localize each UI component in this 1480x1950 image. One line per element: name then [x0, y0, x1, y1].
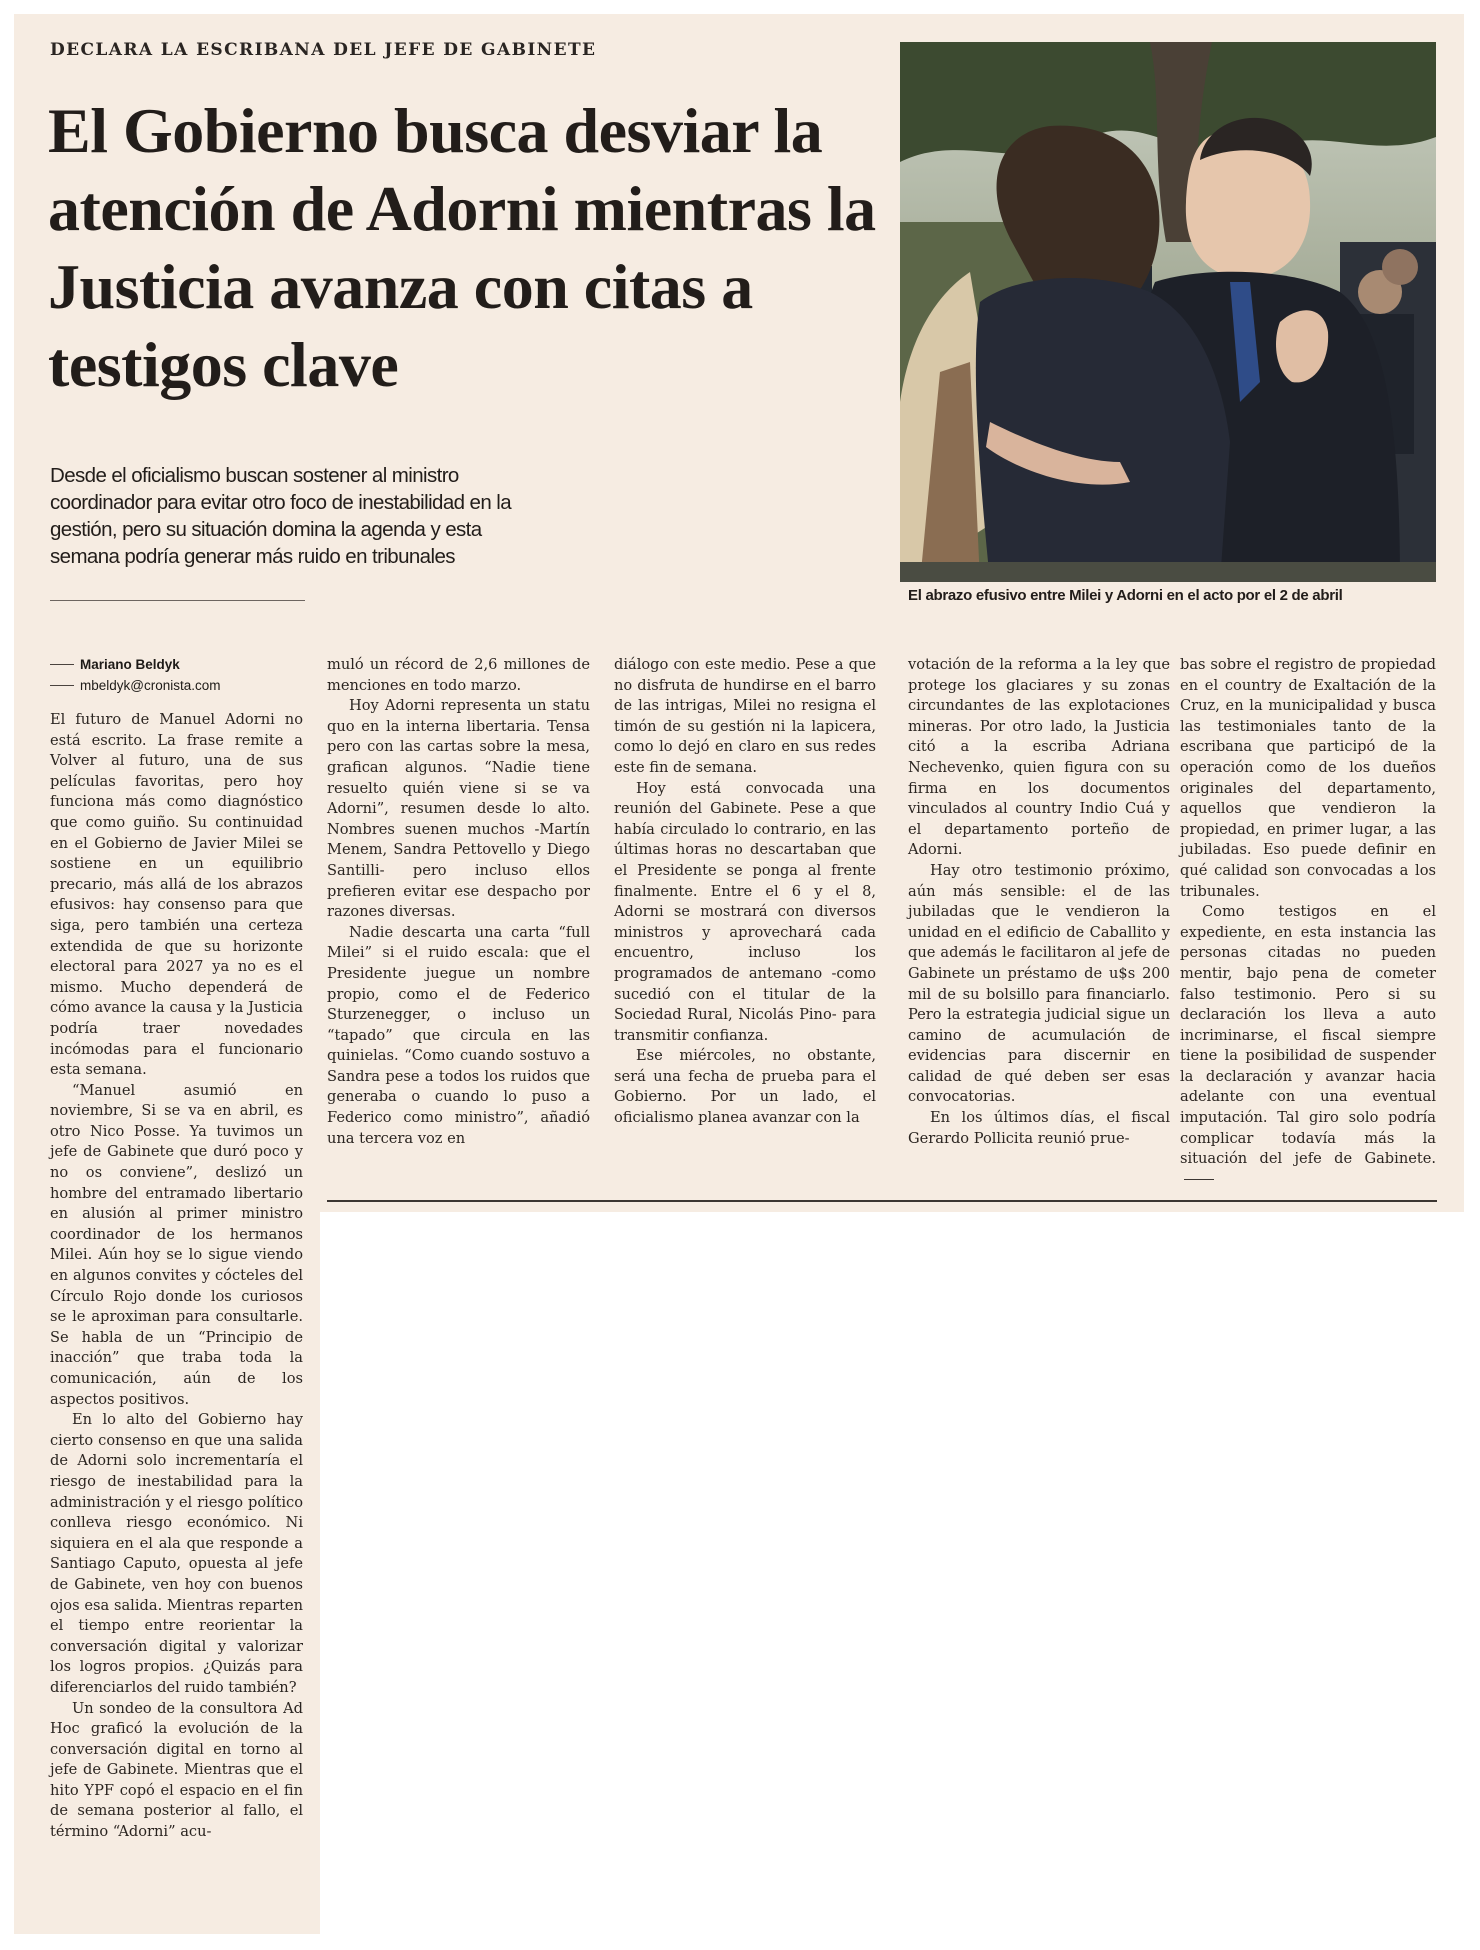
- article-column-2: [327, 655, 590, 1149]
- paragraph: diálogo con este medio. Pese a que no disfruta de hundirse en el barro de las intrigas, Milei no resigna el timón de su gestión ni la lapicera, como lo dejó en claro en sus redes este fin de semana.: [614, 656, 876, 776]
- author-email[interactable]: mbeldyk@cronista.com: [80, 678, 221, 693]
- paragraph: bas sobre el registro de propiedad en el country de Exaltación de la Cruz, en la municipalidad y busca las testimoniales tanto de la escribana que participó de la operación como de los dueños originales del departamento, aquellos que vendieron la propiedad, en primer lugar, a las jubiladas. Eso puede definir en qué calidad son convocadas a los tribunales.: [1180, 656, 1436, 900]
- paragraph: Hoy está convocada una reunión del Gabinete. Pese a que había circulado lo contrario, en las últimas horas no descartaban que el Presidente se ponga al frente finalmente. Entre el 6 y el 8, Adorni se mostrará con diversos ministros y aprovechará cada encuentro, incluso los programados de antemano -como sucedió con el titular de la Sociedad Rural, Nicolás Pino- para transmitir confianza.: [614, 779, 876, 1044]
- paragraph: Ese miércoles, no obstante, será una fecha de prueba para el Gobierno. Por un lado, el oficialismo planea avanzar con la: [614, 1047, 876, 1127]
- article-summary: Desde el oficialismo buscan sostener al ministro coordinador para evitar otro foco de inestabilidad en la gestión, pero su situación domina la agenda y esta semana podría generar más ruido en tribunales: [50, 464, 511, 568]
- paragraph-last: [1180, 902, 1436, 1190]
- article-kicker: DECLARA LA ESCRIBANA DEL JEFE DE GABINETE: [50, 40, 597, 60]
- paragraph: Hoy Adorni representa un statu quo en la interna libertaria. Tensa pero con las cartas sobre la mesa, grafican algunos. “Nadie tiene resuelto quién viene si se va Adorni”, resumen desde lo alto. Nombres suenen muchos -Martín Menem, Sandra Pettovello y Diego Santilli- pero incluso ellos prefieren evitar ese despacho por razones diversas.: [327, 697, 590, 921]
- paragraph: muló un récord de 2,6 millones de menciones en todo marzo.: [327, 656, 590, 694]
- columns-bottom-rule: [327, 1200, 1437, 1202]
- paragraph: Nadie descarta una carta “full Milei” si el ruido escala: que el Presidente juegue un nombre propio, como el de Federico Sturzenegger, o incluso un “tapado” que circula en las quinielas. “Como cuando sostuvo a Sandra pese a todos los ruidos que generaba o cuando lo puso a Federico como ministro”, añadió una tercera voz en: [327, 923, 590, 1147]
- article-column-5: [1180, 655, 1436, 1190]
- paragraph: Un sondeo de la consultora Ad Hoc graficó la evolución de la conversación digital en torno al jefe de Gabinete. Mientras que el hito YPF copó el espacio en el fin de semana posterior al fallo, el término “Adorni” acu-: [50, 1699, 303, 1841]
- author-name: Mariano Beldyk: [80, 657, 180, 672]
- article-headline: El Gobierno busca desviar la atención de Adorni mientras la Justicia avanza con citas a testigos clave: [48, 95, 876, 400]
- byline: [50, 654, 300, 696]
- photo-caption: El abrazo efusivo entre Milei y Adorni en el acto por el 2 de abril: [908, 587, 1343, 604]
- paragraph-text: Como testigos en el expediente, en esta instancia las personas citadas no pueden mentir, bajo pena de cometer falso testimonio. Pero si su declaración los lleva a auto incriminarse, el fiscal siempre tiene la posibilidad de suspender la declaración y avanzar hacia adelante con una eventual imputación. Tal giro solo podría complicar todavía más la situación del jefe de Gabinete.: [1180, 903, 1436, 1168]
- article-column-1: [50, 710, 303, 1843]
- paragraph: En los últimos días, el fiscal Gerardo Pollicita reunió prue-: [908, 1109, 1170, 1147]
- byline-dash: [50, 664, 74, 665]
- article-column-4: [908, 655, 1170, 1149]
- paragraph: El futuro de Manuel Adorni no está escrito. La frase remite a Volver al futuro, una de sus películas favoritas, pero hoy funciona más como diagnóstico que como guiño. Su continuidad en el Gobierno de Javier Milei se sostiene en un equilibrio precario, más allá de los abrazos efusivos: hay consenso para que siga, pero también una certeza extendida de que su horizonte electoral para 2027 ya no es el mismo. Mucho dependerá de cómo avance la causa y la Justicia podría traer novedades incómodas para el funcionario esta semana.: [50, 711, 303, 1079]
- article-column-3: [614, 655, 876, 1129]
- paragraph: votación de la reforma a la ley que protege los glaciares y su zonas circundantes de las explotaciones mineras. Por otro lado, la Justicia citó a la escriba Adriana Nechevenko, quien figura con su firma en los documentos vinculados al country Indio Cuá y el departamento porteño de Adorni.: [908, 656, 1170, 859]
- end-of-article-mark: [1184, 1179, 1214, 1180]
- paragraph: En lo alto del Gobierno hay cierto consenso en que una salida de Adorni solo incrementaría el riesgo de inestabilidad para la administración y el riesgo político conlleva riesgo económico. Ni siquiera en el ala que responde a Santiago Caputo, opuesta al jefe de Gabinete, ven hoy con buenos ojos esa salida. Mientras reparten el tiempo entre reorientar la conversación digital y valorizar los logros propios. ¿Quizás para diferenciarlos del ruido también?: [50, 1411, 303, 1696]
- paragraph: “Manuel asumió en noviembre, Si se va en abril, es otro Nico Posse. Ya tuvimos un jefe de Gabinete que duró poco y no os conviene”, deslizó un hombre del entramado libertario en alusión al primer ministro coordinador de los hermanos Milei. Aún hoy se lo sigue viendo en algunos convites y cócteles del Círculo Rojo donde los curiosos se le aproximan para consultarle. Se habla de un “Principio de inacción” que traba toda la comunicación, aún de los aspectos positivos.: [50, 1081, 303, 1408]
- summary-divider: [50, 600, 305, 601]
- paragraph: Hay otro testimonio próximo, aún más sensible: el de las jubiladas que le vendieron la unidad en el edificio de Caballito y que además le facilitaron al jefe de Gabinete un préstamo de u$s 200 mil de su bolsillo para financiarlo. Pero la estrategia judicial sigue un camino de acumulación de evidencias para discernir en calidad de qué deben ser esas convocatorias.: [908, 861, 1170, 1106]
- embrace-photo-icon: [900, 42, 1436, 582]
- photo-of-embrace: [900, 42, 1436, 582]
- byline-dash: [50, 685, 74, 686]
